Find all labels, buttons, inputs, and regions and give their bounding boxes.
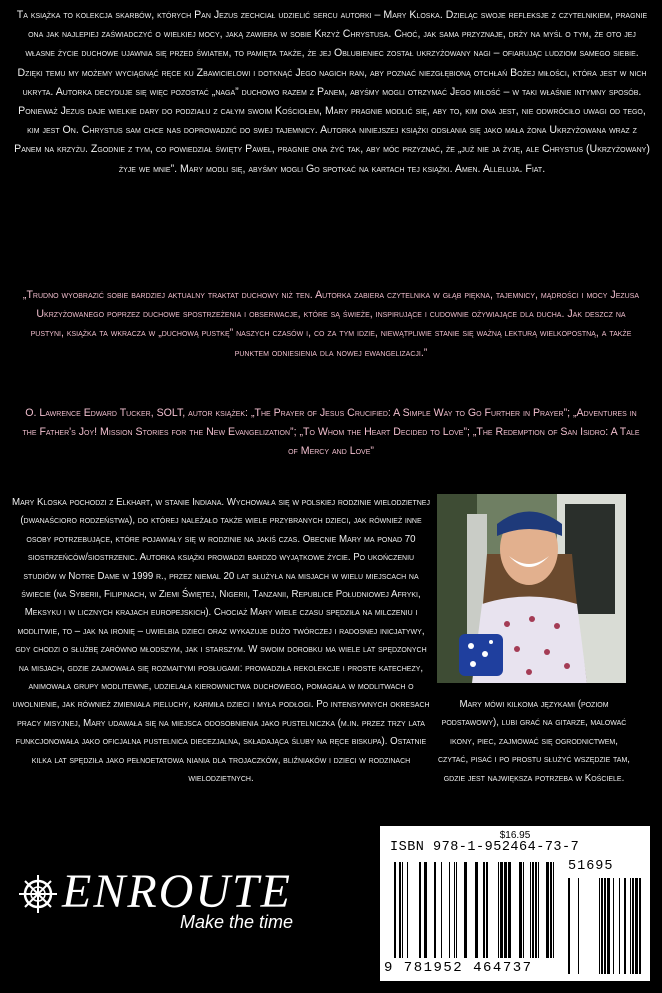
barcode-bar: [630, 878, 631, 974]
barcode-bar: [508, 862, 511, 958]
barcode-bar: [475, 862, 478, 958]
isbn-digits: 9 781952 464737: [384, 960, 533, 976]
endorsement-attribution: O. Lawrence Edward Tucker, SOLT, autor książek: „The Prayer of Jesus Crucified: A Simple Way to Go Further in Prayer”; „Adventures in the Father's Joy! Mission Stories for the New Evangelization”; „To Whom the Heart Decided to Love”; „The Redemption of San Isidro: A Tale of Mercy and Love”: [22, 407, 640, 458]
price-label: $16.95: [499, 830, 531, 841]
barcode-bar: [578, 878, 579, 974]
barcode-bar: [635, 878, 638, 974]
barcode-bar: [500, 862, 503, 958]
barcode: [380, 826, 650, 981]
barcode-bar: [464, 862, 467, 958]
barcode-bar: [535, 862, 537, 958]
barcode-bar: [449, 862, 450, 958]
barcode-bar: [538, 862, 539, 958]
barcode-bar: [486, 862, 488, 958]
barcode-bar: [604, 878, 606, 974]
barcode-bar: [498, 862, 499, 958]
compass-rose-icon: [18, 874, 58, 914]
author-bio: Mary Kloska pochodzi z Elkhart, w stanie Indiana. Wychowała się w polskiej rodzinie wielodzietnej (dwanaścioro rodzeństwa), do której należało także wiele przybranych dzieci, jak również inne osoby potrzebujące, które pojawiały się w rodzinie na jakiś czas. Obecnie Mary ma ponad 70 siostrzeńców/siostrzenic. Autorka książki prowadzi bardzo wyjątkowe życie. Po ukończeniu studiów w Notre Dame w 1999 r., przez niemal 20 lat służyła na misjach w wielu miejscach na świecie (na Syberii, Filipinach, w Ziemi Świętej, Nigerii, Tanzanii, Republice Południowej Afryki, Meksyku i w licznych krajach europejskich). Chociaż Mary wiele czasu spędziła na milczeniu i modlitwie, to – jak na ironię – uwielbia dzieci oraz wykazuje dużo twórczej i radosnej inicjatywy, gdy chodzi o służbę zarówno młodszym, jak i starszym. W swoim dorobku ma wiele lat spędzonych na misjach, gdzie zajmowała się rozmaitymi posługami: prowadziła rekolekcje i proste katechezy, animowała grupy modlitewne, udzielała kierownictwa duchowego, pomagała w modlitwach o uwolnienie, jak również zmieniała pieluchy, karmiła dzieci i myła podłogi. Po intensywnych okresach pracy misyjnej, Mary udawała się na miejsca odosobnienia jako pustelniczka (m.in. przez trzy lata funkcjonowała jako oficjalna pustelnica diecezjalna, składająca śluby na ręce biskupa). Ostatnie kilka lat spędziła jako pełnoetatowa niania dla trojaczków, bliźniaków i dzieci w rodzinach wielodzietnych.: [12, 497, 430, 785]
barcode-bar: [504, 862, 507, 958]
author-photo: [437, 494, 626, 683]
barcode-bar: [399, 862, 401, 958]
barcode-bar: [619, 878, 620, 974]
barcode-bar: [599, 878, 600, 974]
barcode-bar: [407, 862, 408, 958]
barcode-bar: [632, 878, 634, 974]
endorsement-quote: „Trudno wyobrazić sobie bardziej aktualny traktat duchowy niż ten. Autorka zabiera czytelnika w głąb piękna, tajemnicy, mądrości i mocy Jezusa Ukrzyżowanego poprzez duchowe spostrzeżenia i obserwacje, które są świeże, inspirujące i cudownie ożywiające dla ducha. Jak deszcz na pustyni, książka ta wkracza w „duchową pustkę” naszych czasów i, co za tym idzie, niewątpliwie stanie się ważną lekturą wielkopostną, a także punktem odniesienia dla nowej ewangelizacji.”: [22, 289, 640, 359]
barcode-bar: [601, 878, 603, 974]
book-description: Ta książka to kolekcja skarbów, których Pan Jezus zechciał udzielić sercu autorki – Mary Kloska. Dzieląc swoje refleksje z czytelnikiem, pragnie ona jak najlepiej zaświadczyć o wielkiej mocy, jaką zawiera w sobie Krzyż Chrystusa. Choć, jak sama przyznaje, drży na myśl o tym, że oto jej własne życie duchowe ujawnia się przed światem, to pamięta także, że jej Oblubieniec został ukrzyżowany nagi – ofiarując ludziom samego siebie. Dzięki temu my możemy wyciągnąć ręce ku Zbawicielowi i dotknąć Jego nagich ran, aby poznać niezgłębioną otchłań Bożej miłości, która jest w nich ukryta. Autorka decyduje się więc pozostać „naga” duchowo razem z Panem, abyśmy mogli otrzymać Jego miłość – w taki właśnie intymny sposób. Ponieważ Jezus daje wielkie dary do podziału z całym swoim Kościołem, Mary pragnie modlić się, aby to, kim ona jest, nie odwróciło uwagi od tego, kim jest On. Chrystus sam chce nas doprowadzić do swej tajemnicy. Autorka niniejszej książki odsłania się jako mała żona Ukrzyżowana wraz z Panem na krzyżu. Zgodnie z tym, co powiedział święty Paweł, pragnie ona żyć tak, aby móc przyznać, że „już nie ja żyję, ale Chrystus (Ukrzyżowany) żyje we mnie”. Mary modli się, abyśmy mogli Go spotkać na kartach tej książki. Amen. Alleluja. Fiat.: [14, 9, 650, 175]
barcode-bar: [607, 878, 610, 974]
publisher-tagline: Make the time: [180, 912, 294, 932]
barcode-bar: [624, 878, 626, 974]
publisher-logo: [18, 866, 328, 936]
barcode-bar: [613, 878, 614, 974]
barcode-bar: [550, 862, 552, 958]
barcode-bar: [530, 862, 531, 958]
barcode-bar: [639, 878, 641, 974]
isbn-label: ISBN 978-1-952464-73-7: [390, 840, 580, 855]
barcode-bar: [424, 862, 427, 958]
barcode-bar: [519, 862, 522, 958]
photo-caption: Mary mówi kilkoma językami (poziom podstawowy), lubi grać na gitarze, malować ikony, piec, zajmować się ogrodnictwem, czytać, pisać i po prostu służyć wszędzie tam, gdzie jest największa potrzeba w Kościele.: [438, 699, 630, 784]
barcode-bar: [402, 862, 403, 958]
barcode-bar: [456, 862, 457, 958]
barcode-bar: [553, 862, 554, 958]
barcode-bar: [454, 862, 455, 958]
barcode-bar: [483, 862, 485, 958]
author-photo-illustration: [437, 494, 626, 683]
barcode-bar: [441, 862, 442, 958]
barcode-bar: [523, 862, 524, 958]
publisher-name: ENROUTE: [62, 865, 292, 918]
barcode-bar: [419, 862, 421, 958]
barcode-bar: [568, 878, 570, 974]
barcode-bar: [394, 862, 396, 958]
barcode-bar: [546, 862, 549, 958]
addon-digits: 51695: [568, 859, 614, 874]
barcode-bar: [532, 862, 534, 958]
barcode-bar: [434, 862, 436, 958]
